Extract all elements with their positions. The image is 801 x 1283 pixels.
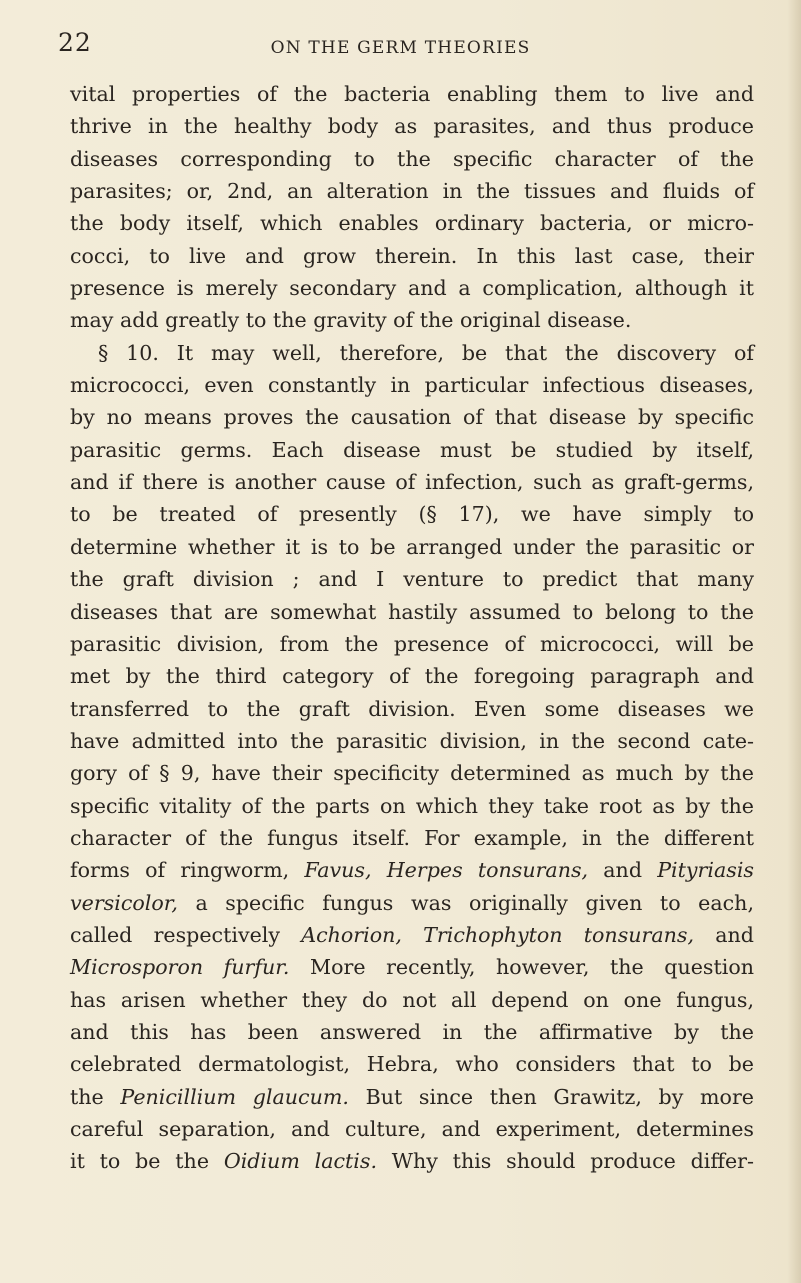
text-line [70,272,754,304]
text-run: and if there is another cause of infection, such as graft-germs, [70,470,754,495]
text-run: diseases that are somewhat hastily assumed to belong to the [70,599,754,624]
text-run: a specific fungus was originally given to each, [177,890,754,915]
text-line [70,725,754,757]
italic-term: versicolor, [70,890,178,915]
text-run: micrococci, even constantly in particular infectious diseases, [70,373,754,398]
text-line [70,434,754,466]
text-line [70,596,754,628]
text-line [70,175,754,207]
text-run: the body itself, which enables ordinary bacteria, or micro- [70,211,754,236]
page-edge-shadow [787,0,801,1283]
text-line [70,693,754,725]
text-run: met by the third category of the foregoing paragraph and [70,664,754,689]
text-run: specific vitality of the parts on which they take root as by the [70,793,754,818]
text-line [70,1145,754,1177]
text-line [70,337,754,369]
text-line [70,1048,754,1080]
text-run: gory of § 9, have their specificity determined as much by the [70,761,754,786]
text-line [70,304,754,336]
text-run: careful separation, and culture, and experiment, determines [70,1117,754,1141]
italic-term: Favus, Herpes tonsurans, [304,858,589,883]
text-line [70,78,754,110]
text-run: and [694,922,754,947]
text-run: presence is merely secondary and a complication, although it [70,276,754,301]
text-run: the graft division ; and I venture to predict that many [70,567,754,592]
text-line [70,984,754,1016]
text-line [70,110,754,142]
text-run: transferred to the graft division. Even some diseases we [70,696,754,721]
text-line [70,1081,754,1113]
italic-term: Achorion, Trichophyton tonsurans, [301,922,695,947]
text-run: have admitted into the parasitic division, in the second cate- [70,728,754,753]
text-line [70,466,754,498]
text-run: cocci, to live and grow therein. In this last case, their [70,243,754,268]
italic-term: Oidium lactis. [223,1149,378,1174]
text-run: character of the fungus itself. For example, in the different [70,825,754,850]
text-run: vital properties of the bacteria enabling them to live and [70,82,754,106]
text-run: celebrated dermatologist, Hebra, who considers that to be [70,1052,754,1077]
text-line [70,401,754,433]
text-run: it to be the [70,1149,224,1174]
italic-term: Pityriasis [657,858,754,883]
text-run: and this has been answered in the affirmative by the [70,1019,754,1044]
text-run: forms of ringworm, [70,858,305,883]
text-run: diseases corresponding to the specific character of the [70,146,754,171]
text-run: But since then Grawitz, by more [348,1084,754,1109]
text-line [70,369,754,401]
text-line [70,660,754,692]
body-text [70,78,754,1178]
italic-term: Microsporon furfur. [70,955,290,980]
text-line [70,1016,754,1048]
text-run: parasitic division, from the presence of micrococci, will be [70,631,754,656]
text-line [70,790,754,822]
text-line [70,854,754,886]
text-run: called respectively [70,922,302,947]
text-line [70,143,754,175]
text-line [70,531,754,563]
text-run: to be treated of presently (§ 17), we have simply to [70,502,754,527]
text-line [70,919,754,951]
text-line [70,951,754,983]
text-run: Why this should produce differ- [377,1149,754,1174]
text-line [70,822,754,854]
text-line [70,628,754,660]
running-head: ON THE GERM THEORIES [270,38,531,58]
page-number: 22 [58,28,92,57]
text-line [70,887,754,919]
text-run: the [70,1084,121,1109]
text-run: thrive in the healthy body as parasites, and thus produce [70,114,754,139]
text-run: has arisen whether they do not all depend on one fungus, [70,987,754,1012]
text-run: by no means proves the causation of that disease by specific [70,405,754,430]
text-run: More recently, however, the question [289,955,754,980]
text-line [70,757,754,789]
text-run: parasitic germs. Each disease must be studied by itself, [70,437,754,462]
text-run: may add greatly to the gravity of the original disease. [70,308,632,333]
text-line [70,563,754,595]
text-run: parasites; or, 2nd, an alteration in the tissues and fluids of [70,179,754,204]
text-line [70,207,754,239]
text-run: and [588,858,658,883]
text-line [70,240,754,272]
text-run: § 10. It may well, therefore, be that the discovery of [98,340,754,365]
italic-term: Penicillium glaucum. [120,1084,349,1109]
text-run: determine whether it is to be arranged under the parasitic or [70,534,754,559]
text-line [70,498,754,530]
text-line [70,1113,754,1145]
